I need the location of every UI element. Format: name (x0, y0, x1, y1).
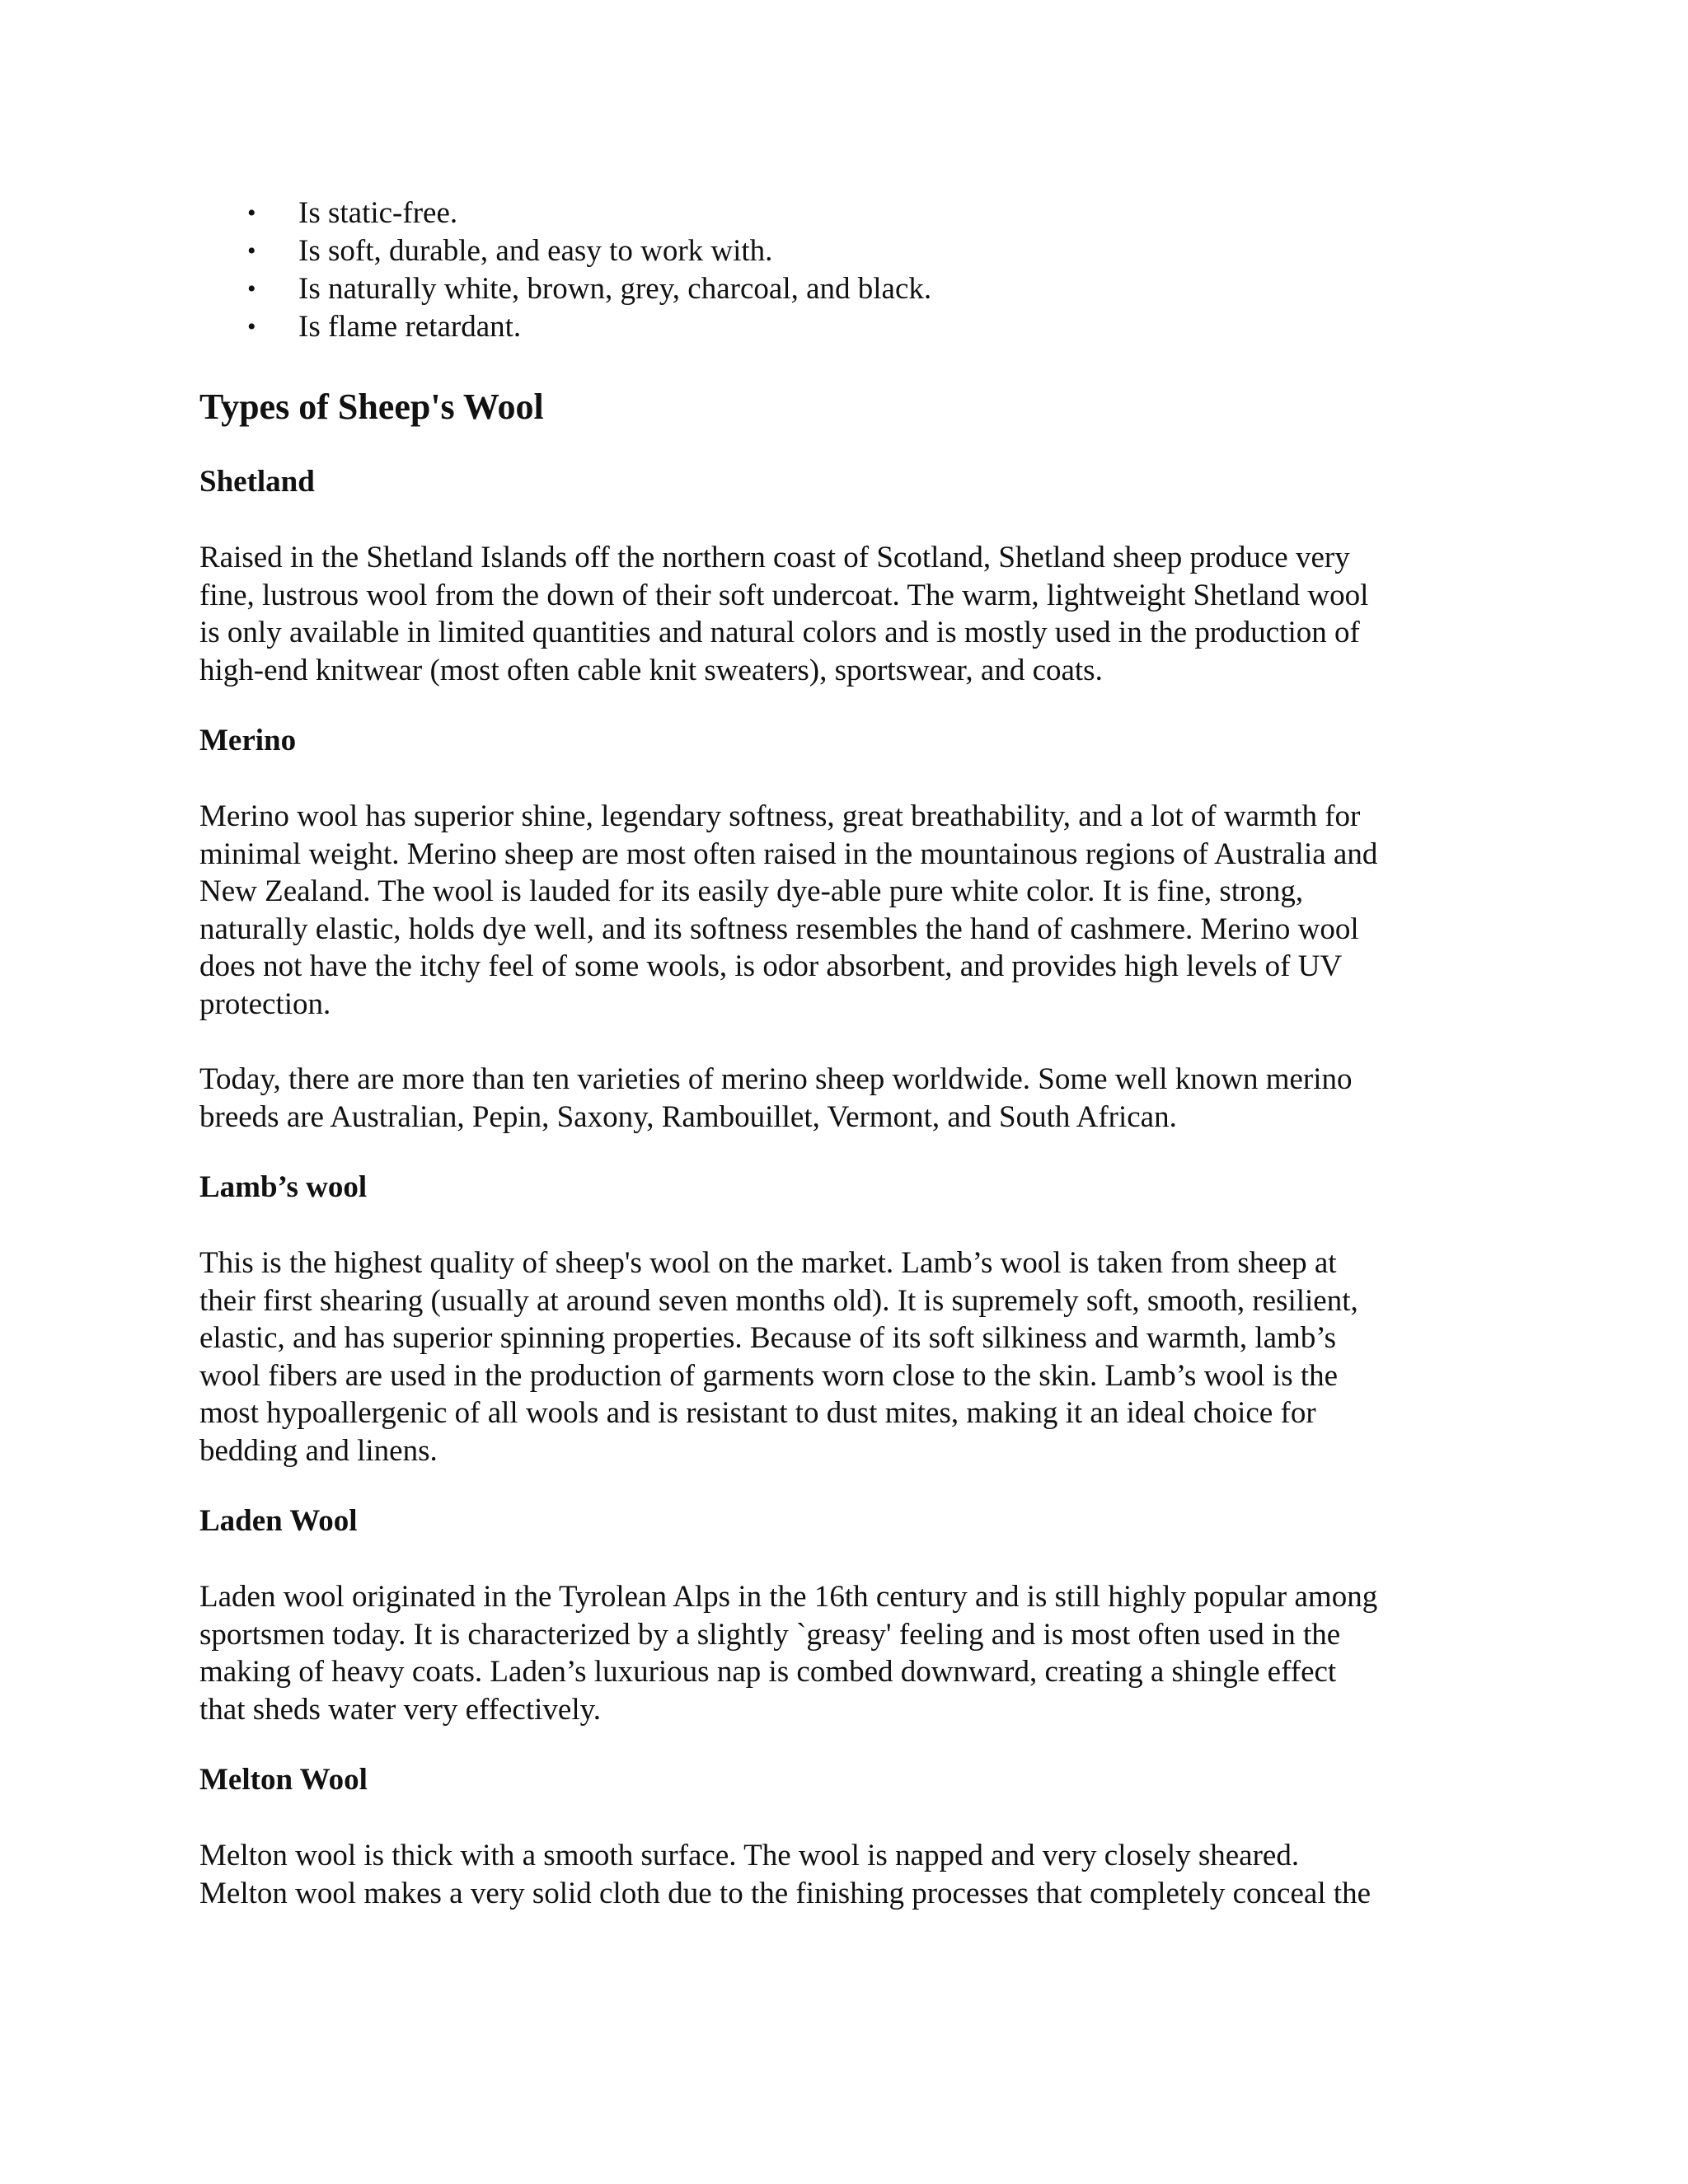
bullet-item (199, 270, 1510, 308)
bullet-glyph: • (247, 237, 256, 265)
subheading-merino: Merino (199, 724, 297, 757)
bullet-item (199, 308, 1510, 346)
subheading-lambs-wool: Lamb’s wool (199, 1170, 368, 1204)
paragraph-merino-1: Merino wool has superior shine, legendary softness, great breathability, and a lot of warmth for minimal weight. Merino sheep are most often raised in the mountainous regions of Australia and New Zealand. The wool is lauded for its easily dye-able pure white color. It is fine, strong, naturally elastic, holds dye well, and its softness resembles the hand of cashmere. Merino wool does not have the itchy feel of some wools, is odor absorbent, and provides high levels of UV protection. (199, 799, 1378, 1021)
bullet-item (199, 232, 1510, 270)
feature-bullet-list (199, 194, 1510, 346)
paragraph-shetland: Raised in the Shetland Islands off the northern coast of Scotland, Shetland sheep produce very fine, lustrous wool from the down of their soft undercoat. The warm, lightweight Shetland wool is only available in limited quantities and natural colors and is mostly used in the production of high-end knitwear (most often cable knit sweaters), sportswear, and coats. (199, 541, 1369, 687)
bullet-glyph: • (247, 313, 256, 340)
bullet-text: Is static-free. (298, 196, 458, 230)
bullet-glyph: • (247, 199, 256, 227)
bullet-text: Is soft, durable, and easy to work with. (298, 234, 773, 268)
paragraph-melton-wool: Melton wool is thick with a smooth surface. The wool is napped and very closely sheared. Melton wool makes a very solid cloth due to the finishing processes that completely conceal the (199, 1839, 1372, 1910)
bullet-item (199, 194, 1510, 232)
paragraph-merino-2: Today, there are more than ten varieties of merino sheep worldwide. Some well known merino breeds are Australian, Pepin, Saxony, Rambouillet, Vermont, and South African. (199, 1062, 1353, 1134)
section-heading: Types of Sheep's Wool (199, 387, 544, 427)
bullet-text: Is flame retardant. (298, 310, 522, 344)
bullet-text: Is naturally white, brown, grey, charcoal, and black. (298, 272, 932, 306)
paragraph-laden-wool: Laden wool originated in the Tyrolean Alps in the 16th century and is still highly popular among sportsmen today. It is characterized by a slightly `greasy' feeling and is most often used in the making of heavy coats. Laden’s luxurious nap is combed downward, creating a shingle effect that sheds water very effectively. (199, 1580, 1378, 1727)
subheading-laden-wool: Laden Wool (199, 1504, 358, 1538)
subheading-shetland: Shetland (199, 465, 315, 499)
document-content (199, 194, 1510, 1912)
subheading-melton-wool: Melton Wool (199, 1763, 368, 1797)
bullet-glyph: • (247, 275, 256, 302)
paragraph-lambs-wool: This is the highest quality of sheep's wool on the market. Lamb’s wool is taken from sheep at their first shearing (usually at around seven months old). It is supremely soft, smooth, resilient, elastic, and has superior spinning properties. Because of its soft silkiness and warmth, lamb’s wool fibers are used in the production of garments worn close to the skin. Lamb’s wool is the most hypoallergenic of all wools and is resistant to dust mites, making it an ideal choice for bedding and linens. (199, 1246, 1358, 1468)
